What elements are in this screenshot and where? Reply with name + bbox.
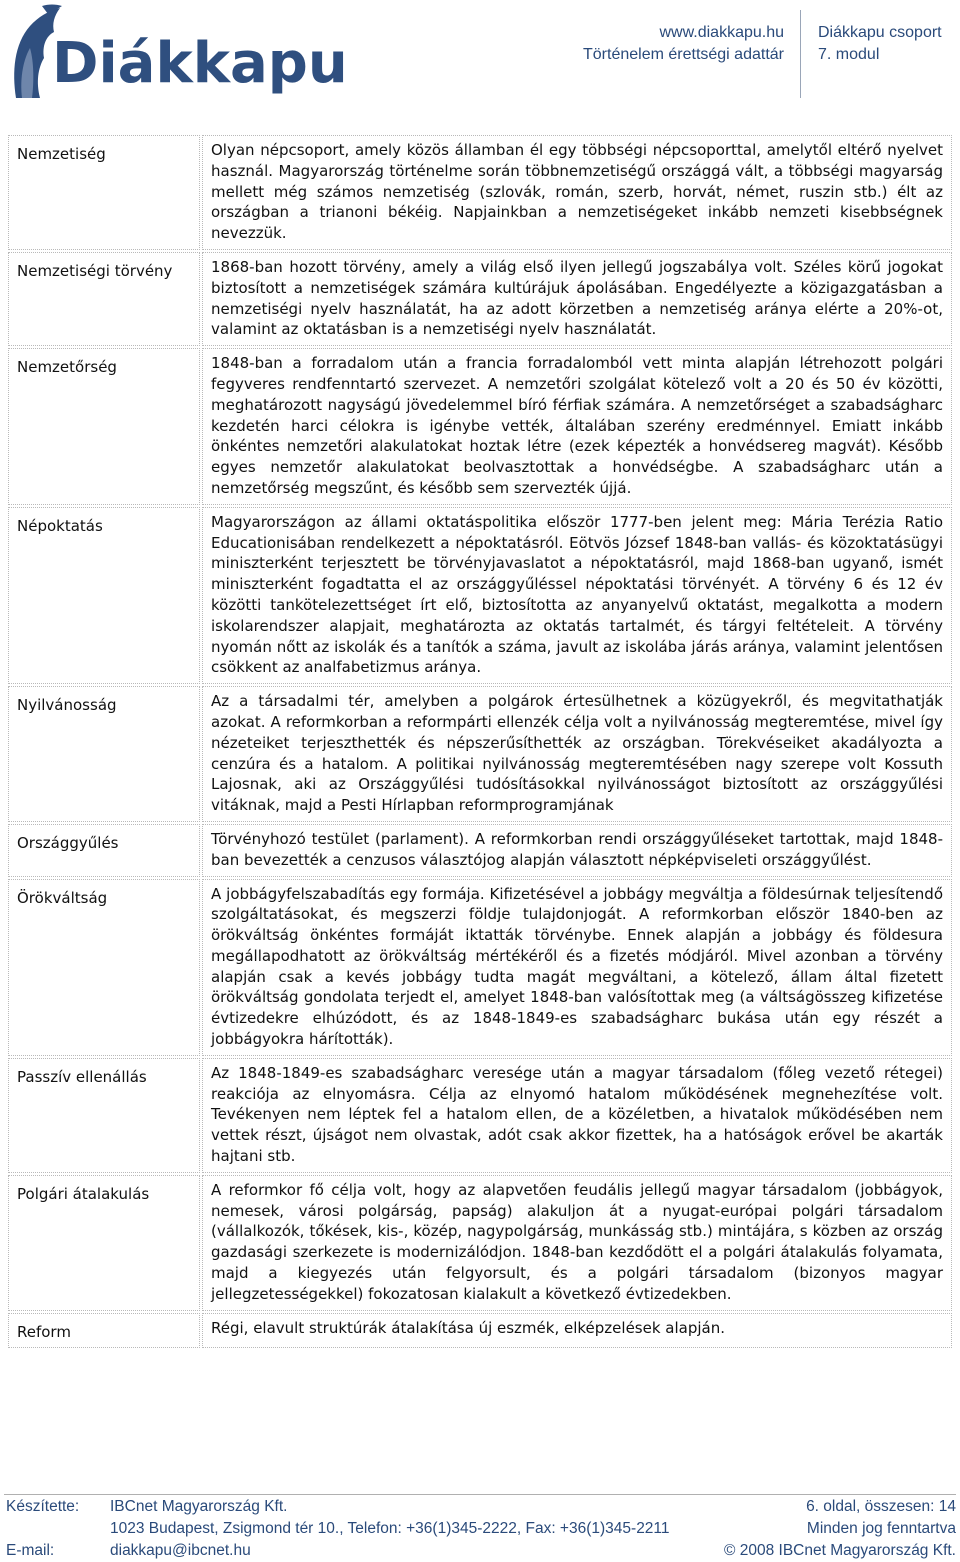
email-link[interactable]: diakkapu@ibcnet.hu: [110, 1542, 251, 1559]
glossary-definition: A jobbágyfelszabadítás egy formája. Kifizetésével a jobbágy megváltja a földesúrnak teljesítendő szolgáltatásokat, és megszerzi földje tulajdonjogát. A reformkorban először 1840-ben az örökváltság önkéntes formáját iktatták törvénybe. Ennek alapján a jobbágy és földesura megállapodhatott az örökváltság mértékéről és a fizetés módjáról. Mivel azonban a törvény alapján csak a kevés jobbágy tudta magát megváltani, a kötelező, állam által fizetett örökváltság gondolata terjedt el, amelyet 1848-ban valósítottak meg (a váltságösszeg kifizetése évtizedekre elhúzódott, és az 1848-1849-es szabadságharc bukása után egy részét a jobbágyokra hárították).: [202, 879, 952, 1056]
email-label: E-mail:: [6, 1542, 55, 1559]
glossary-definition: Magyarországon az állami oktatáspolitika először 1777-ben jelent meg: Mária Terézia Ratio Educationisában rendelkezett a népoktatásról. Eötvös József 1848-ban vallás- és közoktatásügyi miniszterként terjesztett be törvényjavaslatot a népoktatásról, majd 1868-ban ugyanő, ismét miniszterként fogadtatta el az országgyűléssel népoktatási törvényét. A törvény 6 és 12 év közötti tankötelezettséget írt elő, biztosította az anyanyelvű oktatást, megalkotta a modern iskolarendszer alapjait, meghatározta az oktatás tartalmét, és tárgyi feltételeit. A törvény nyomán nőtt az iskolák és a tanítók a száma, javult az iskolába járás aránya, valamint jelentősen csökkent az analfabetizmus aránya.: [202, 507, 952, 684]
module-label: 7. modul: [818, 46, 880, 63]
glossary-definition: 1868-ban hozott törvény, amely a világ első ilyen jellegű jogszabálya volt. Széles körű jogokat biztosított a nemzetiségek számára kultúrájuk ápolásában. Engedélyezte a közigazgatásban a nemzetiségi nyelv használatát, ha az adott körzetben a nemzetiség aránya elérte a 20%-ot, valamint az oktatásban is a nemzetiségi nyelv használatát.: [202, 252, 952, 346]
header-right-block: [818, 22, 942, 66]
author-label: Készítette:: [6, 1498, 80, 1515]
glossary-definition: Régi, elavult struktúrák átalakítása új eszmék, elképzelések alapján.: [202, 1313, 952, 1349]
glossary-table: [6, 133, 954, 1350]
header-divider: [800, 10, 801, 98]
glossary-term: Országgyűlés: [8, 824, 200, 877]
glossary-row: [8, 252, 952, 346]
author-name: IBCnet Magyarország Kft.: [110, 1498, 288, 1515]
site-url[interactable]: www.diakkapu.hu: [659, 24, 784, 41]
glossary-body: [8, 135, 952, 1348]
glossary-row: [8, 879, 952, 1056]
glossary-definition: 1848-ban a forradalom után a francia forradalomból vett minta alapján létrehozott polgári fegyveres rendfenntartó szervezet. A nemzetőri szolgálat kötelező volt a 20 és 50 év közötti, meghatározott nagyságú jövedelemmel bíró férfiak számára. A nemzetőrséget a szabadságharc kezdetén harci célokra is igénybe vették, általában szerény eredménnyel. Emiatt inkább önkéntes nemzetőri alakulatokat hoztak létre (ezek képezték a honvédsereg magvát). Később egyes nemzetőr alakulatokat beolvasztottak a honvédségbe. A szabadságharc után a nemzetőrség megszűnt, és később sem szervezték újjá.: [202, 348, 952, 505]
glossary-term: Nemzetőrség: [8, 348, 200, 505]
glossary-row: [8, 507, 952, 684]
glossary-term: Nyilvánosság: [8, 686, 200, 822]
glossary-term: Nemzetiség: [8, 135, 200, 250]
glossary-term: Népoktatás: [8, 507, 200, 684]
copyright-text: © 2008 IBCnet Magyarország Kft.: [724, 1542, 956, 1559]
footer-rule: [4, 1494, 956, 1495]
subject-title: Történelem érettségi adattár: [583, 46, 784, 63]
diakkapu-logo: [8, 2, 348, 104]
page-footer: [0, 1492, 960, 1562]
glossary-definition: Olyan népcsoport, amely közös államban él egy többségi népcsoporttal, amelytől eltérő nyelvet használ. Magyarország történelme során többnemzetiségű országgá vált, a többségi magyarság mellett még számos nemzetiség (szlovák, román, szerb, horvát, német, ruszin stb.) élt az országban a trianoni békéig. Napjainkban a nemzetiségeket inkább nemzeti kisebbségnek nevezzük.: [202, 135, 952, 250]
glossary-term: Passzív ellenállás: [8, 1058, 200, 1173]
glossary-term: Polgári átalakulás: [8, 1175, 200, 1311]
page-header: [0, 0, 960, 110]
glossary-term: Reform: [8, 1313, 200, 1349]
svg-text:Diákkapu: Diákkapu: [52, 31, 348, 96]
glossary-row: [8, 135, 952, 250]
glossary-term: Örökváltság: [8, 879, 200, 1056]
glossary-row: [8, 686, 952, 822]
glossary-row: [8, 824, 952, 877]
header-left-block: [583, 22, 784, 66]
glossary-row: [8, 1313, 952, 1349]
glossary-row: [8, 1175, 952, 1311]
glossary-row: [8, 348, 952, 505]
glossary-definition: Törvényhozó testület (parlament). A reformkorban rendi országgyűléseket tartottak, majd 1848-ban bevezették a cenzusos választójog alapján választott népképviseleti országgyűlést.: [202, 824, 952, 877]
group-name: Diákkapu csoport: [818, 24, 942, 41]
page-info: 6. oldal, összesen: 14: [806, 1498, 956, 1515]
glossary-row: [8, 1058, 952, 1173]
glossary-term: Nemzetiségi törvény: [8, 252, 200, 346]
address: 1023 Budapest, Zsigmond tér 10., Telefon: +36(1)345-2222, Fax: +36(1)345-2211: [110, 1520, 670, 1537]
glossary-definition: Az 1848-1849-es szabadságharc veresége után a magyar társadalom (főleg vezető rétegei) reakciója az elnyomásra. Célja az elnyomó hatalom működésének megnehezítése volt. Tevékenyen nem léptek fel a hatalom ellen, de a közéletben, a hivatalok működésében nem vettek részt, újságot nem olvastak, adót csak akkor fizettek, ha a hatóságok erővel be akarták hajtani stb.: [202, 1058, 952, 1173]
rights-text: Minden jog fenntartva: [806, 1520, 956, 1537]
glossary-definition: Az a társadalmi tér, amelyben a polgárok értesülhetnek a közügyekről, és megvitathatják azokat. A reformkorban a reformpárti ellenzék célja volt a nyilvánosság megteremtése, mivel így nézeteiket terjeszthették és népszerűsíthették az országban. Törekvéseiket akadályozta a cenzúra és a hatalom. A politikai nyilvánosság megteremtésében nagy szerepe volt Kossuth Lajosnak, aki az Országgyűlési tudósításokkal nyilvánosságot biztosított az országgyűlési vitáknak, majd a Pesti Hírlapban reformprogramjának: [202, 686, 952, 822]
glossary-definition: A reformkor fő célja volt, hogy az alapvetően feudális jellegű magyar társadalom (jobbágyok, nemesek, városi polgárság, papság) alakuljon át a nyugat-európai polgári társadalom (vállalkozók, tőkések, kis-, közép, nagypolgárság, munkásság stb.) mintájára, s közben az ország gazdasági szerkezete is modernizálódjon. 1848-ban kezdődött el a polgári átalakulás folyamata, majd a kiegyezés után felgyorsult, és a polgári társadalom (bizonyos magyar jellegzetességekkel) fokozatosan kialakult a következő évtizedekben.: [202, 1175, 952, 1311]
